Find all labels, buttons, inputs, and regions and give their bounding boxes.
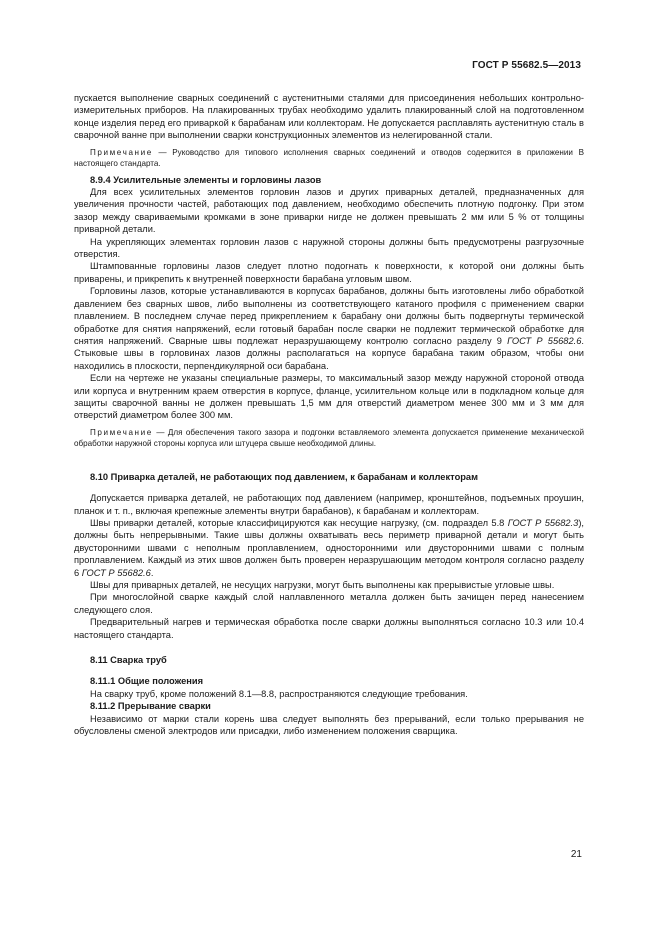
paragraph-8-10-4: При многослойной сварке каждый слой наплавленного металла должен быть зачищен перед нанесением следующего слоя. <box>74 592 584 615</box>
paragraph-8-10-2 <box>74 517 584 579</box>
paragraph-8-9-4-1: Для всех усилительных элементов горловин лазов и других приварных деталей, предназначенных для увеличения прочности частей, работающих под давлением, необходимо обеспечить плотную подгонку. При этом зазор между свариваемыми кромками в зоне приварки нигде не должен превышать 2 мм или 5 % от толщины приварной детали. <box>74 187 584 235</box>
reference-gost-55682-6-b: ГОСТ Р 55682.6 <box>81 567 151 578</box>
page-content <box>74 92 584 737</box>
paragraph-8-10-2-part-c: . <box>150 567 154 578</box>
paragraph-8-9-4-5: Если на чертеже не указаны специальные размеры, то максимальный зазор между наружной стороной отвода или корпуса и внутренним краем отверстия в корпусе, фланце, усилительном кольце или в подкладном кольце для защиты сварочной ванны не должен превышать 1,5 мм для отверстий диаметром менее 300 мм и 3 мм для отверстий диаметром более 300 мм. <box>74 373 584 421</box>
heading-8-11-2: 8.11.2 Прерывание сварки <box>90 701 211 712</box>
page-number: 21 <box>570 849 582 860</box>
note-1-text: — Руководство для типового исполнения сварных соединений и отводов содержится в приложении В настоящего стандарта. <box>74 147 584 168</box>
paragraph-8-10-2-part-b: ), должны быть непрерывными. Такие швы должны охватывать весь периметр приварной детали и могут быть двусторонними швами с неполным проплавлением, односторонними или двусторонними швами с полным проплавлением. Каждый из этих швов должен быть проверен неразрушающим методом контроля согласно разделу 6 <box>74 517 584 578</box>
heading-8-9-4: 8.9.4 Усилительные элементы и горловины лазов <box>90 174 322 185</box>
document-code-header: ГОСТ Р 55682.5—2013 <box>472 60 581 71</box>
paragraph-8-10-1: Допускается приварка деталей, не работающих под давлением (например, кронштейнов, подъемных проушин, планок и т. п., включая крепежные элементы внутри барабанов), к барабанам и коллекторам. <box>74 493 584 516</box>
reference-gost-55682-6: ГОСТ Р 55682.6 <box>507 335 582 346</box>
paragraph-8-11-2: Независимо от марки стали корень шва следует выполнять без прерываний, если только прерывания не обусловлены сменой электродов или присадки, либо изменением положения сварщика. <box>74 713 584 737</box>
paragraph-8-9-4-4 <box>74 285 584 372</box>
paragraph-8-9-4-2: На укрепляющих элементах горловин лазов с наружной стороны должны быть предусмотрены разгрузочные отверстия. <box>74 236 584 260</box>
paragraph-8-10-5: Предварительный нагрев и термическая обработка после сварки должны выполняться согласно 10.3 или 10.4 настоящего стандарта. <box>74 617 584 640</box>
heading-8-11-1: 8.11.1 Общие положения <box>90 676 204 687</box>
heading-8-10: 8.10 Приварка деталей, не работающих под давлением, к барабанам и коллекторам <box>90 471 478 482</box>
note-1 <box>74 147 584 169</box>
note-2 <box>74 427 584 449</box>
paragraph-8-9-4-4-part-b: . Стыковые швы в горловинах лазов должны располагаться на корпусе барабана таким образом, чтобы они находились в плоскости, перпендикулярной оси барабана. <box>74 335 584 371</box>
note-2-text: — Для обеспечения такого зазора и подгонки вставляемого элемента допускается применение механической обработки наружной стороны корпуса или штуцера свыше необходимой длины. <box>74 427 584 448</box>
paragraph-8-10-3: Швы для приварных деталей, не несущих нагрузки, могут быть выполнены как прерывистые угловые швы. <box>90 580 555 590</box>
paragraph-8-9-4-4-part-a: Горловины лазов, которые устанавливаются в корпусах барабанов, должны быть изготовлены либо обработкой давлением без сварных швов, либо выполнены из соответствующего катаного профиля с применением сварки плавлением. В последнем случае перед прикреплением к барабану они должны быть подвергнуты термической обработке для снятия напряжений, если готовый барабан после сварки не подлежит термической обработке для снятия напряжений. Сварные швы подлежат неразрушающему контролю согласно разделу 9 <box>74 286 584 346</box>
heading-8-11: 8.11 Сварка труб <box>90 655 167 666</box>
reference-gost-55682-3: ГОСТ Р 55682.3 <box>507 517 579 528</box>
note-2-label: Примечание <box>90 427 153 437</box>
intro-paragraph: пускается выполнение сварных соединений с аустенитными сталями для присоединения небольших контрольно-измерительных приборов. На плакированных трубах необходимо удалить плакированный слой на подготовленном конце изделия перед его приваркой к барабанам или коллекторам. Не допускается расплавлять аустенитную сталь в сварочной ванне при выполнении сварки конструкционных элементов из нелегированной стали. <box>74 93 584 141</box>
paragraph-8-11-1: На сварку труб, кроме положений 8.1—8.8, распространяются следующие требования. <box>90 688 468 699</box>
note-1-label: Примечание <box>90 147 153 157</box>
paragraph-8-10-2-part-a: Швы приварки деталей, которые классифицируются как несущие нагрузку, (см. подраздел 5.8 <box>90 517 508 528</box>
paragraph-8-9-4-3: Штампованные горловины лазов следует плотно подогнать к поверхности, к которой они должны быть приварены, и прикрепить к внутренней поверхности барабана угловым швом. <box>74 261 584 284</box>
